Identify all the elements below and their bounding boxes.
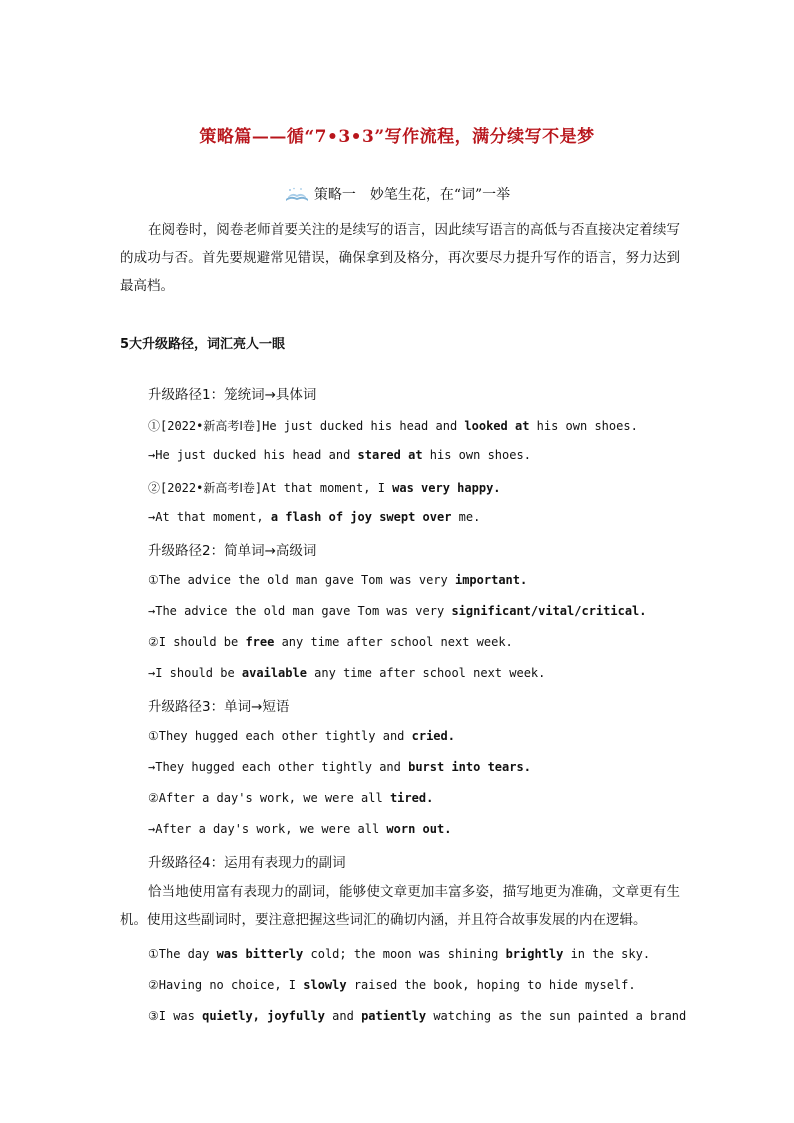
- path2-example2-upgrade: →I should be available any time after school next week.: [148, 666, 546, 680]
- path1-label: 升级路径1：笼统词→具体词: [148, 387, 317, 403]
- path4-example2: ②Having no choice, I slowly raised the book, hoping to hide myself.: [148, 978, 636, 992]
- path3-label: 升级路径3：单词→短语: [148, 699, 290, 715]
- path2-example1: ①The advice the old man gave Tom was very important.: [148, 573, 528, 587]
- path4-example3: ③I was quietly, joyfully and patiently watching as the sun painted a brand: [148, 1009, 687, 1023]
- page-title: 策略篇——循“7•3•3”写作流程，满分续写不是梦: [199, 127, 595, 147]
- section-heading: [0, 184, 794, 206]
- path2-example1-upgrade: →The advice the old man gave Tom was very significant/vital/critical.: [148, 604, 647, 618]
- path4-label: 升级路径4：运用有表现力的副词: [148, 855, 346, 871]
- path3-example1: ①They hugged each other tightly and cried.: [148, 729, 455, 743]
- book-icon: [284, 186, 310, 206]
- intro-paragraph: 在阅卷时，阅卷老师首要关注的是续写的语言，因此续写语言的高低与否直接决定着续写的成功与否。首先要规避常见错误，确保拿到及格分，再次要尽力提升写作的语言，努力达到最高档。: [120, 222, 680, 294]
- path2-example2: ②I should be free any time after school next week.: [148, 635, 513, 649]
- path3-example2: ②After a day's work, we were all tired.: [148, 791, 434, 805]
- section-label: 策略一 妙笔生花，在“词”一举: [313, 187, 511, 203]
- path3-example1-upgrade: →They hugged each other tightly and burst into tears.: [148, 760, 531, 774]
- path1-example1: ①[2022•新高考Ⅰ卷]He just ducked his head and looked at his own shoes.: [148, 419, 638, 433]
- path2-label: 升级路径2：简单词→高级词: [148, 543, 317, 559]
- path1-example1-upgrade: →He just ducked his head and stared at his own shoes.: [148, 448, 531, 462]
- path3-example2-upgrade: →After a day's work, we were all worn out.: [148, 822, 452, 836]
- path1-example2: ②[2022•新高考Ⅰ卷]At that moment, I was very happy.: [148, 481, 501, 495]
- path4-description: 恰当地使用富有表现力的副词，能够使文章更加丰富多姿，描写地更为准确，文章更有生机。使用这些副词时，要注意把握这些词汇的确切内涵，并且符合故事发展的内在逻辑。: [120, 884, 680, 928]
- upgrade-heading: 5大升级路径，词汇亮人一眼: [120, 337, 286, 352]
- path4-example1: ①The day was bitterly cold; the moon was shining brightly in the sky.: [148, 947, 651, 961]
- path1-example2-upgrade: →At that moment, a flash of joy swept over me.: [148, 510, 481, 524]
